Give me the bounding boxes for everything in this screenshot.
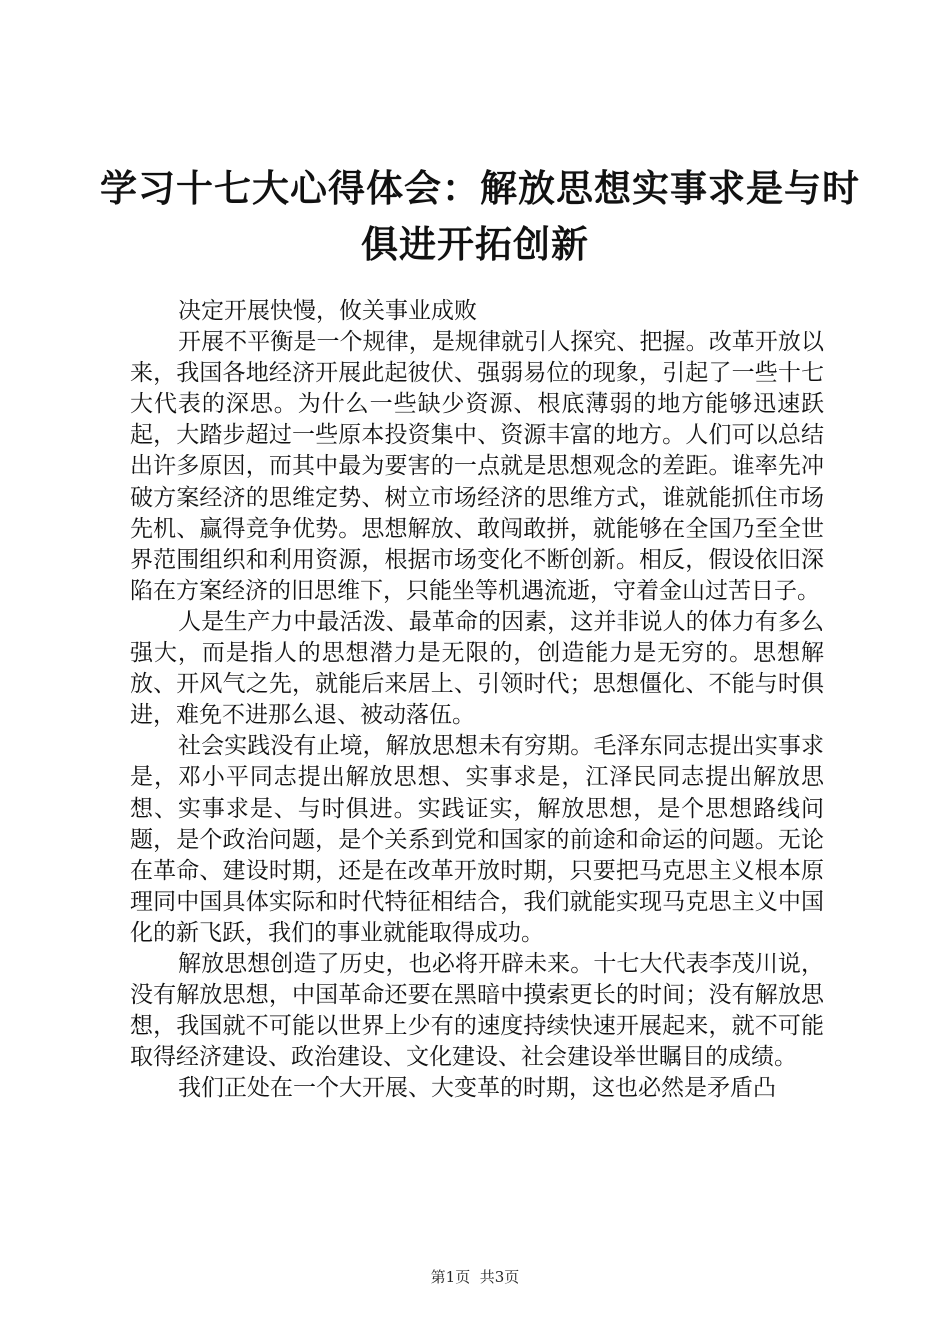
page-number-total: 共3页 (479, 1268, 520, 1286)
page-number-current: 第1页 (430, 1268, 471, 1286)
page-footer (0, 1267, 950, 1287)
title-line-1: 学习十七大心得体会：解放思想实事求是与时 (100, 166, 860, 210)
document-body (130, 296, 824, 1104)
title-line-2: 俱进开拓创新 (361, 222, 589, 266)
paragraph: 解放思想创造了历史，也必将开辟未来。十七大代表李茂川说，没有解放思想，中国革命还要在黑暗中摸索更长的时间；没有解放思想，我国就不可能以世界上少有的速度持续快速开展起来，就不可能取得经济建设、政治建设、文化建设、社会建设举世瞩目的成绩。 (130, 950, 824, 1071)
paragraph: 我们正处在一个大开展、大变革的时期，这也必然是矛盾凸 (178, 1075, 776, 1102)
paragraph: 社会实践没有止境，解放思想未有穷期。毛泽东同志提出实事求是，邓小平同志提出解放思想、实事求是，江泽民同志提出解放思想、实事求是、与时俱进。实践证实，解放思想，是个思想路线问题，是个政治问题，是个关系到党和国家的前途和命运的问题。无论在革命、建设时期，还是在改革开放时期，只要把马克思主义根本原理同中国具体实际和时代特征相结合，我们就能实现马克思主义中国化的新飞跃，我们的事业就能取得成功。 (130, 733, 824, 946)
document-title (100, 160, 860, 272)
paragraph: 开展不平衡是一个规律，是规律就引人探究、把握。改革开放以来，我国各地经济开展此起彼伏、强弱易位的现象，引起了一些十七大代表的深思。为什么一些缺少资源、根底薄弱的地方能够迅速跃起，大踏步超过一些原本投资集中、资源丰富的地方。人们可以总结出许多原因，而其中最为要害的一点就是思想观念的差距。谁率先冲破方案经济的思维定势、树立市场经济的思维方式，谁就能抓住市场先机、赢得竞争优势。思想解放、敢闯敢拼，就能够在全国乃至全世界范围组织和利用资源，根据市场变化不断创新。相反，假设依旧深陷在方案经济的旧思维下，只能坐等机遇流逝，守着金山过苦日子。 (130, 329, 824, 604)
paragraph-subheading: 决定开展快慢，攸关事业成败 (178, 298, 477, 324)
paragraph: 人是生产力中最活泼、最革命的因素，这并非说人的体力有多么强大，而是指人的思想潜力是无限的，创造能力是无穷的。思想解放、开风气之先，就能后来居上、引领时代；思想僵化、不能与时俱进，难免不进那么退、被动落伍。 (130, 608, 824, 729)
